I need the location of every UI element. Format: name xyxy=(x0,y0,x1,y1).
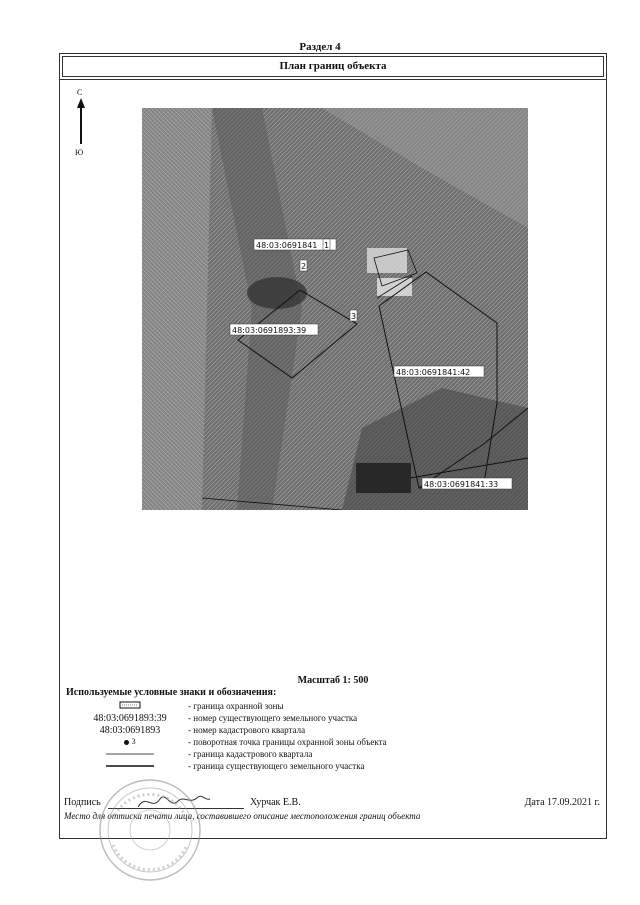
label-parcel-bottom-text: 48:03:0691841:33 xyxy=(424,480,499,489)
legend-row-parcel-boundary xyxy=(60,761,606,775)
section-title: Раздел 4 xyxy=(299,41,341,53)
document-date: Дата 17.09.2021 г. xyxy=(524,797,600,808)
legend-point-number: 3 xyxy=(131,737,136,746)
legend-text: - номер существующего земельного участка xyxy=(188,713,358,723)
scale-label: Масштаб 1: 500 xyxy=(297,675,369,686)
seal-stamp-icon xyxy=(95,775,205,885)
turn-point-1 xyxy=(323,239,330,250)
turn-point-2 xyxy=(300,260,307,271)
thin-line-icon xyxy=(80,749,180,759)
legend-symbol-point xyxy=(80,737,180,747)
compass-north-label: С xyxy=(77,88,83,97)
label-parcel-top-text: 48:03:0691841 xyxy=(256,241,318,250)
stamp-place-note: Место для оттиска печати лица, составившего описание местоположения границ объекта xyxy=(64,811,421,821)
dot-icon xyxy=(124,740,129,745)
plan-title: План границ объекта xyxy=(62,56,604,77)
label-parcel-bottom xyxy=(422,478,512,489)
turn-point-3-label: 3 xyxy=(351,312,357,321)
plan-header xyxy=(60,54,606,80)
legend-symbol: 48:03:0691893:39 xyxy=(93,713,167,724)
legend-text: - граница существующего земельного участка xyxy=(188,761,365,771)
legend-text: - поворотная точка границы охранной зоны объекта xyxy=(188,737,387,747)
legend-text: - граница охранной зоны xyxy=(188,701,284,711)
turn-point-3 xyxy=(350,310,357,321)
thick-line-icon xyxy=(80,761,180,771)
label-parcel-left-text: 48:03:0691893:39 xyxy=(232,326,307,335)
legend-title: Используемые условные знаки и обозначения: xyxy=(66,687,277,698)
legend-text: - номер кадастрового квартала xyxy=(188,725,306,735)
label-parcel-left xyxy=(230,324,318,335)
aerial-map xyxy=(142,108,528,510)
plan-frame xyxy=(59,53,607,839)
legend-text: - граница кадастрового квартала xyxy=(188,749,313,759)
legend-symbol: 48:03:0691893 xyxy=(99,725,161,736)
turn-point-1-label: 1 xyxy=(324,241,330,250)
signer-name: Хурчак Е.В. xyxy=(250,797,301,808)
label-parcel-right-text: 48:03:0691841:42 xyxy=(396,368,471,377)
label-parcel-right xyxy=(394,366,484,377)
turn-point-2-label: 2 xyxy=(301,262,307,271)
hatched-rect-icon xyxy=(80,701,180,711)
north-arrow-icon xyxy=(74,88,88,158)
aerial-photo xyxy=(142,108,528,510)
compass-south-label: Ю xyxy=(75,148,84,157)
signature-label: Подпись xyxy=(64,797,101,808)
